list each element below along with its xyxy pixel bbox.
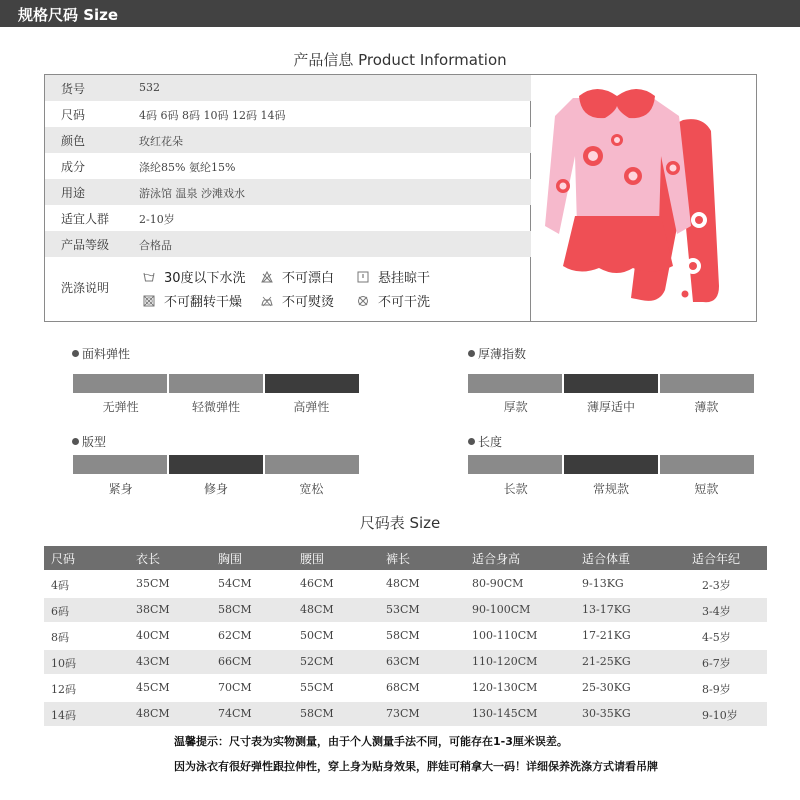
- scale-label: 薄款: [694, 400, 719, 414]
- table-cell: 110-120CM: [472, 655, 538, 668]
- table-cell: 6码: [51, 605, 69, 618]
- table-cell: 21-25KG: [582, 655, 631, 668]
- table-cell: 14码: [51, 709, 76, 722]
- table-cell: 120-130CM: [472, 681, 538, 694]
- scale-label: 紧身: [108, 482, 133, 496]
- wash-item: [357, 267, 430, 286]
- table-cell: 46CM: [300, 577, 334, 590]
- wash-item: [143, 267, 246, 286]
- wash-text: 不可翻转干燥: [164, 295, 243, 310]
- wash-text: 悬挂晾干: [378, 271, 431, 286]
- info-row: [45, 101, 531, 127]
- scale-segment: [660, 374, 754, 393]
- scale-elasticity: [73, 374, 359, 393]
- table-cell: 62CM: [218, 629, 252, 642]
- scale-thickness: [468, 374, 754, 393]
- info-row: [45, 127, 531, 153]
- product-photo: [533, 76, 756, 320]
- scale-label: 修身: [203, 482, 228, 496]
- scale-segment: [169, 374, 263, 393]
- column-header: 适合身高: [472, 552, 521, 566]
- table-cell: 130-145CM: [472, 707, 538, 720]
- info-row: [45, 231, 531, 257]
- scale-fit: [73, 455, 359, 474]
- product-info-table: [45, 75, 531, 321]
- table-cell: 74CM: [218, 707, 252, 720]
- table-cell: 4-5岁: [702, 631, 731, 644]
- wash-label: 洗涤说明: [61, 281, 110, 295]
- attr-title-length: 长度: [468, 433, 502, 450]
- table-cell: 100-110CM: [472, 629, 538, 642]
- info-row: [45, 205, 531, 231]
- scale-segment: [73, 374, 167, 393]
- info-value: 2-10岁: [139, 213, 175, 226]
- wash-item: [261, 291, 334, 310]
- product-info-box: [44, 74, 757, 322]
- wash-text: 不可漂白: [282, 271, 335, 286]
- wash-30-icon: [143, 271, 155, 283]
- info-label: 用途: [61, 186, 86, 200]
- scale-label: 薄厚适中: [586, 400, 635, 414]
- table-cell: 9-13KG: [582, 577, 624, 590]
- no-tumble-dry-icon: [143, 295, 155, 307]
- table-cell: 25-30KG: [582, 681, 631, 694]
- size-table-title: 尺码表 Size: [359, 514, 441, 532]
- scale-segment: [468, 374, 562, 393]
- table-cell: 50CM: [300, 629, 334, 642]
- scale-label: 常规款: [592, 482, 629, 496]
- scale-label: 长款: [503, 482, 528, 496]
- table-row: [44, 624, 767, 648]
- scale-segment-selected: [265, 374, 359, 393]
- scale-labels-fit: [73, 480, 359, 497]
- info-label: 尺码: [61, 108, 86, 122]
- header-bar: [0, 0, 800, 27]
- table-cell: 48CM: [386, 577, 420, 590]
- no-dry-clean-icon: [357, 295, 369, 307]
- wash-instructions: [45, 257, 531, 321]
- table-cell: 3-4岁: [702, 605, 731, 618]
- column-header: 适合体重: [582, 552, 631, 566]
- scale-segment: [468, 455, 562, 474]
- info-row: [45, 153, 531, 179]
- table-cell: 10码: [51, 657, 76, 670]
- table-cell: 70CM: [218, 681, 252, 694]
- table-cell: 43CM: [136, 655, 170, 668]
- attr-title-thickness: 厚薄指数: [468, 345, 526, 362]
- scale-segment: [660, 455, 754, 474]
- scale-labels-elasticity: [73, 398, 359, 415]
- table-cell: 54CM: [218, 577, 252, 590]
- info-value: 玫红花朵: [139, 135, 183, 148]
- wash-item: [357, 291, 430, 310]
- info-label: 颜色: [61, 134, 86, 148]
- table-cell: 9-10岁: [702, 709, 738, 722]
- table-cell: 66CM: [218, 655, 252, 668]
- table-cell: 52CM: [300, 655, 334, 668]
- info-value: 4码 6码 8码 10码 12码 14码: [139, 109, 286, 122]
- table-cell: 13-17KG: [582, 603, 631, 616]
- column-header: 胸围: [218, 552, 243, 566]
- wash-text: 不可干洗: [378, 295, 431, 310]
- note-elasticity: 因为泳衣有很好弹性跟拉伸性，穿上身为贴身效果，胖娃可稍拿大一码！详细保养洗涤方式请看吊牌: [174, 760, 658, 773]
- table-cell: 80-90CM: [472, 577, 524, 590]
- table-cell: 90-100CM: [472, 603, 531, 616]
- attr-title-fit: 版型: [72, 433, 106, 450]
- info-value: 游泳馆 温泉 沙滩戏水: [139, 187, 245, 200]
- table-cell: 58CM: [300, 707, 334, 720]
- header-title: 规格尺码 Size: [18, 6, 119, 24]
- table-row: [44, 702, 767, 726]
- scale-segment: [73, 455, 167, 474]
- column-header: 适合年纪: [692, 552, 741, 566]
- scale-segment: [265, 455, 359, 474]
- no-iron-icon: [261, 295, 273, 307]
- column-header: 衣长: [136, 552, 161, 566]
- column-header: 裤长: [386, 552, 411, 566]
- scale-label: 无弹性: [102, 400, 139, 414]
- table-row: [44, 572, 767, 596]
- table-cell: 2-3岁: [702, 579, 731, 592]
- scale-labels-thickness: [468, 398, 754, 415]
- scale-segment-selected: [564, 455, 658, 474]
- table-cell: 73CM: [386, 707, 420, 720]
- info-row: [45, 179, 531, 205]
- column-header: 腰围: [300, 552, 325, 566]
- info-label: 成分: [61, 160, 86, 174]
- table-cell: 30-35KG: [582, 707, 631, 720]
- wash-item: [143, 291, 242, 310]
- table-cell: 35CM: [136, 577, 170, 590]
- table-cell: 48CM: [136, 707, 170, 720]
- table-cell: 58CM: [386, 629, 420, 642]
- product-info-title: 产品信息 Product Information: [293, 51, 507, 69]
- table-cell: 8码: [51, 631, 69, 644]
- table-cell: 8-9岁: [702, 683, 731, 696]
- table-cell: 4码: [51, 579, 69, 592]
- attr-title-elasticity: 面料弹性: [72, 345, 130, 362]
- table-cell: 17-21KG: [582, 629, 631, 642]
- table-row: [44, 650, 767, 674]
- table-cell: 40CM: [136, 629, 170, 642]
- scale-label: 宽松: [299, 482, 324, 496]
- scale-labels-length: [468, 480, 754, 497]
- scale-segment-selected: [169, 455, 263, 474]
- table-row: [44, 598, 767, 622]
- scale-segment-selected: [564, 374, 658, 393]
- table-cell: 63CM: [386, 655, 420, 668]
- hang-dry-icon: [357, 271, 369, 283]
- note-tip: 温馨提示：尺寸表为实物测量，由于个人测量手法不同，可能存在1-3厘米误差。: [174, 735, 568, 748]
- info-value: 532: [139, 81, 160, 94]
- wash-text: 不可熨烫: [282, 295, 335, 310]
- table-cell: 6-7岁: [702, 657, 731, 670]
- wash-text: 30度以下水洗: [164, 271, 246, 286]
- info-label: 适宜人群: [61, 212, 110, 226]
- wash-item: [261, 267, 334, 286]
- table-cell: 45CM: [136, 681, 170, 694]
- scale-label: 短款: [694, 482, 719, 496]
- table-cell: 58CM: [218, 603, 252, 616]
- scale-label: 轻微弹性: [191, 400, 240, 414]
- table-cell: 48CM: [300, 603, 334, 616]
- scale-label: 厚款: [503, 400, 528, 414]
- scale-label: 高弹性: [293, 400, 330, 414]
- table-cell: 12码: [51, 683, 76, 696]
- info-label: 产品等级: [61, 238, 110, 252]
- table-cell: 68CM: [386, 681, 420, 694]
- table-row: [44, 676, 767, 700]
- info-value: 涤纶85% 氨纶15%: [139, 161, 236, 174]
- info-row: [45, 75, 531, 101]
- table-cell: 38CM: [136, 603, 170, 616]
- no-bleach-icon: [261, 271, 273, 283]
- size-table-header: [44, 546, 767, 570]
- table-cell: 53CM: [386, 603, 420, 616]
- column-header: 尺码: [51, 552, 76, 566]
- info-value: 合格品: [139, 239, 172, 252]
- table-cell: 55CM: [300, 681, 334, 694]
- info-label: 货号: [61, 82, 86, 96]
- scale-length: [468, 455, 754, 474]
